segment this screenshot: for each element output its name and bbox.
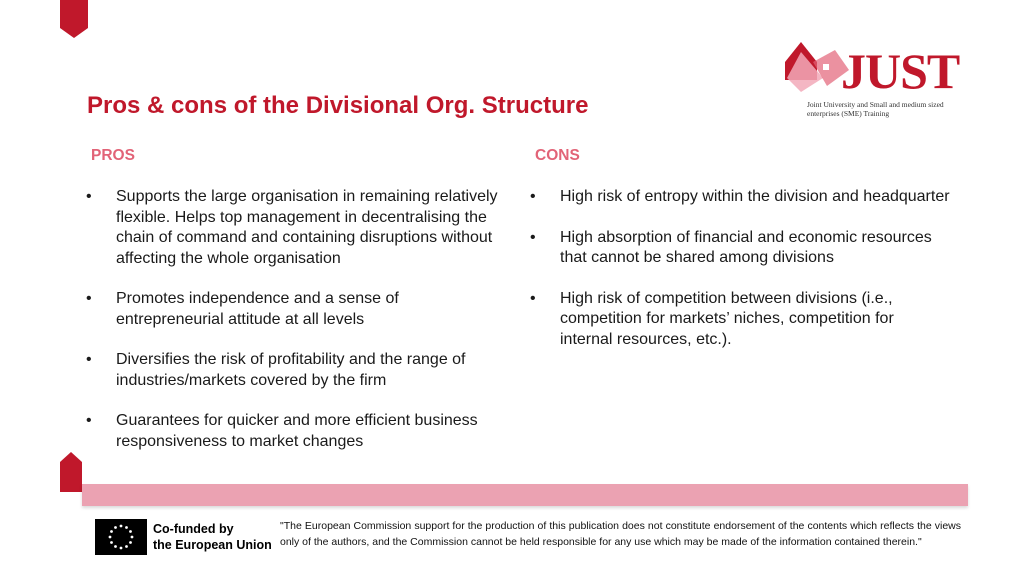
page-title: Pros & cons of the Divisional Org. Structure — [87, 92, 589, 119]
side-marker-decoration — [60, 452, 82, 492]
eu-cofunded-label — [153, 521, 272, 553]
list-item — [86, 289, 506, 330]
logo-subtitle: Joint University and Small and medium sized enterprises (SME) Training — [807, 100, 944, 118]
bullet-icon: • — [530, 228, 536, 246]
bullet-icon: • — [530, 289, 536, 307]
bullet-icon: • — [86, 188, 92, 205]
logo-wordmark: JUST — [841, 43, 960, 99]
list-item — [530, 289, 950, 351]
disclaimer-text: "The European Commission support for the production of this publication does not constitute endorsement of the contents which reflects the views only of the authors, and the Commission cannot be held responsible for any use which may be made of the information contained therein." — [280, 520, 961, 548]
cons-item-text: High risk of entropy within the division and headquarter — [560, 188, 950, 205]
eu-line-2: the European Union — [153, 538, 272, 552]
pros-item-text: Guarantees for quicker and more efficient business responsiveness to market changes — [116, 412, 478, 450]
cons-heading: CONS — [535, 147, 580, 164]
top-marker-decoration — [60, 0, 88, 38]
bullet-icon: • — [86, 351, 92, 368]
bullet-icon: • — [86, 412, 92, 429]
pros-heading: PROS — [91, 147, 135, 164]
bullet-icon: • — [530, 188, 536, 205]
cons-item-text: High absorption of financial and economic resources that cannot be shared among divisions — [560, 228, 932, 266]
list-item — [86, 411, 506, 452]
list-item — [530, 187, 950, 208]
list-item — [530, 228, 950, 269]
pros-item-text: Diversifies the risk of profitability and the range of industries/markets covered by the firm — [116, 351, 466, 389]
footer-band — [82, 484, 968, 506]
pros-item-text: Supports the large organisation in remaining relatively flexible. Helps top management in decentralising the chain of command and containing disruptions without affecting the whole organisation — [116, 188, 498, 267]
list-item — [86, 350, 506, 391]
pros-list — [86, 187, 506, 472]
pros-item-text: Promotes independence and a sense of entrepreneurial attitude at all levels — [116, 290, 399, 328]
cons-list — [530, 187, 950, 370]
just-logo — [783, 40, 968, 120]
bullet-icon: • — [86, 290, 92, 307]
eu-flag-icon — [95, 519, 147, 555]
list-item — [86, 187, 506, 269]
eu-line-1: Co-funded by — [153, 522, 234, 536]
cons-item-text: High risk of competition between divisions (i.e., competition for markets’ niches, competition for internal resources, etc.). — [560, 289, 894, 348]
